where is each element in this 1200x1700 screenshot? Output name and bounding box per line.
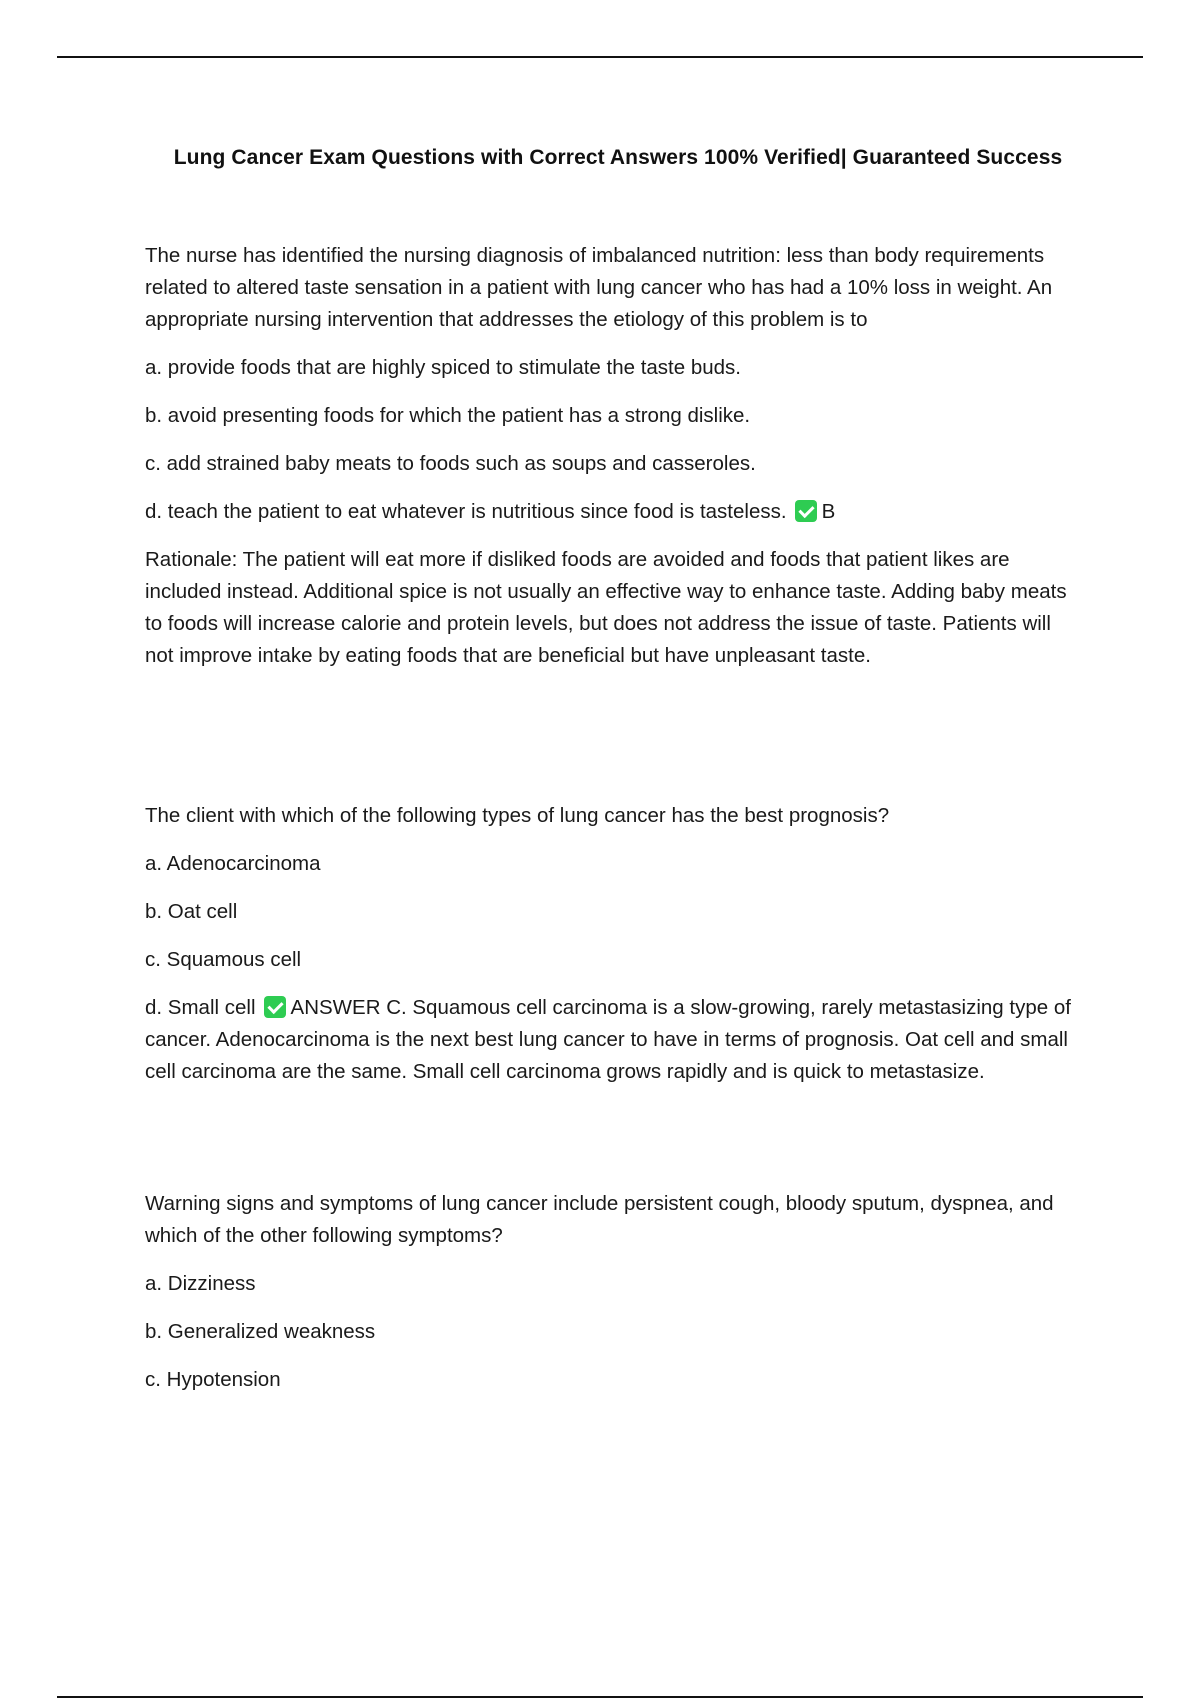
option-c: c. add strained baby meats to foods such as soups and casseroles. [145, 452, 756, 475]
option-c: c. Squamous cell [145, 948, 302, 971]
question-stem: The client with which of the following types of lung cancer has the best prognosis? [145, 804, 890, 827]
option-b: b. Oat cell [145, 900, 238, 923]
option-c: c. Hypotension [145, 1368, 281, 1391]
question-2 [145, 800, 1085, 1104]
top-rule [57, 56, 1143, 58]
option-b: b. Generalized weakness [145, 1320, 376, 1343]
bottom-rule [57, 1696, 1143, 1698]
answer-text: B [821, 500, 836, 523]
document-body [145, 240, 1085, 1391]
question-1 [145, 240, 1085, 672]
check-mark-icon [264, 996, 286, 1018]
question-stem: Warning signs and symptoms of lung cancer include persistent cough, bloody sputum, dyspnea, and which of the other following symptoms? [145, 1192, 1054, 1247]
question-3 [145, 1188, 1085, 1412]
option-b: b. avoid presenting foods for which the patient has a strong dislike. [145, 404, 751, 427]
option-d [145, 496, 1085, 528]
question-stem: The nurse has identified the nursing diagnosis of imbalanced nutrition: less than body requirements related to altered taste sensation in a patient with lung cancer who has had a 10% loss in weight. An appropriate nursing intervention that addresses the etiology of this problem is to [145, 244, 1053, 331]
option-a: a. provide foods that are highly spiced to stimulate the taste buds. [145, 356, 741, 379]
page-title: Lung Cancer Exam Questions with Correct Answers 100% Verified| Guaranteed Success [173, 146, 1063, 169]
check-mark-icon [795, 500, 817, 522]
option-d-text: d. Small cell [145, 996, 256, 1019]
option-a: a. Adenocarcinoma [145, 852, 321, 875]
option-d [145, 992, 1085, 1088]
option-a: a. Dizziness [145, 1272, 256, 1295]
rationale-text: Rationale: The patient will eat more if disliked foods are avoided and foods that patient likes are included instead. Additional spice is not usually an effective way to enhance taste. Adding baby meats to foods will increase calorie and protein levels, but does not address the issue of taste. Patients will not improve intake by eating foods that are beneficial but have unpleasant taste. [145, 548, 1067, 667]
answer-text: ANSWER C. Squamous cell carcinoma is a slow-growing, rarely metastasizing type of cancer. Adenocarcinoma is the next best lung cancer to have in terms of prognosis. Oat cell and small cell carcinoma are the same. Small cell carcinoma grows rapidly and is quick to metastasize. [145, 996, 1071, 1083]
option-d-text: d. teach the patient to eat whatever is nutritious since food is tasteless. [145, 500, 787, 523]
